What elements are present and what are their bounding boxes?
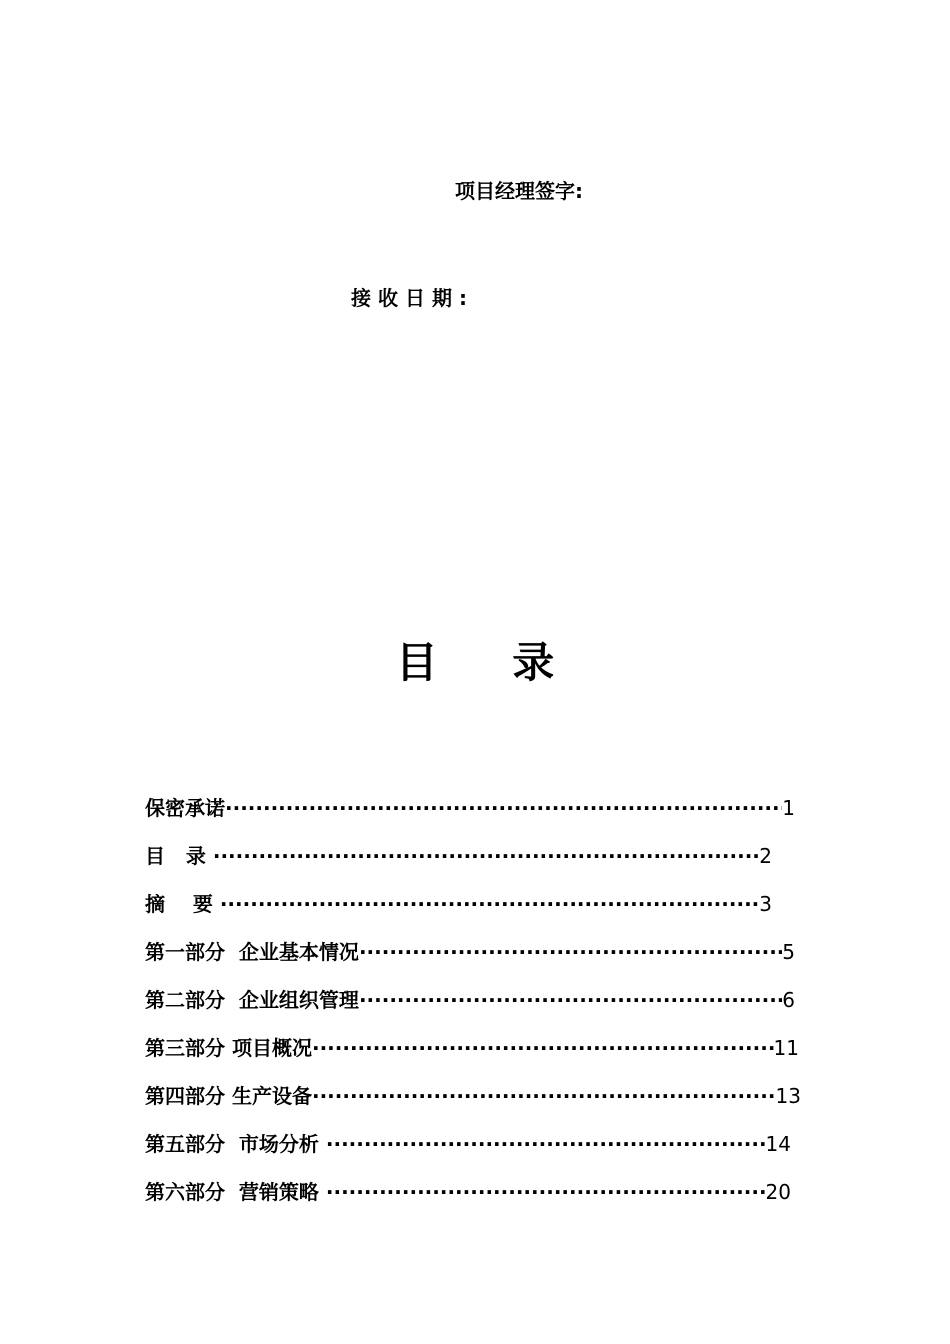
toc-page-number: 11 — [773, 1036, 799, 1060]
toc-list — [145, 786, 801, 1218]
toc-page-number: 13 — [775, 1084, 801, 1108]
toc-page-number: 20 — [765, 1180, 791, 1204]
toc-page-number: 5 — [782, 940, 795, 964]
toc-dot-leader — [220, 882, 759, 926]
toc-page-number: 1 — [782, 796, 795, 820]
project-manager-signature-label: 项目经理签字: — [455, 179, 583, 203]
toc-dot-leader — [213, 834, 759, 878]
toc-item-label: 摘 要 — [145, 892, 220, 916]
toc-page-number: 2 — [759, 844, 772, 868]
toc-item[interactable] — [145, 882, 772, 930]
toc-item[interactable] — [145, 834, 772, 882]
toc-item[interactable] — [145, 786, 795, 834]
receipt-date-label: 接收日期: — [351, 286, 474, 310]
toc-item-label: 第一部分 企业基本情况 — [145, 940, 359, 964]
toc-dot-leader — [225, 786, 782, 830]
toc-item-label: 保密承诺 — [145, 796, 225, 820]
toc-item[interactable] — [145, 1170, 791, 1218]
toc-item-label: 第五部分 市场分析 — [145, 1132, 326, 1156]
toc-dot-leader — [326, 1122, 766, 1166]
toc-dot-leader — [326, 1170, 766, 1214]
toc-item-label: 第二部分 企业组织管理 — [145, 988, 359, 1012]
toc-dot-leader — [312, 1074, 776, 1118]
toc-page-number: 3 — [759, 892, 772, 916]
toc-item-label: 第六部分 营销策略 — [145, 1180, 326, 1204]
toc-dot-leader — [312, 1026, 774, 1070]
toc-item[interactable] — [145, 930, 795, 978]
toc-item[interactable] — [145, 1074, 801, 1122]
toc-item[interactable] — [145, 978, 795, 1026]
toc-page-number: 14 — [765, 1132, 791, 1156]
toc-dot-leader — [359, 930, 782, 974]
toc-item[interactable] — [145, 1122, 791, 1170]
toc-item[interactable] — [145, 1026, 799, 1074]
toc-item-label: 目 录 — [145, 844, 213, 868]
toc-dot-leader — [359, 978, 782, 1022]
toc-item-label: 第三部分 项目概况 — [145, 1036, 312, 1060]
toc-item-label: 第四部分 生产设备 — [145, 1084, 312, 1108]
toc-page-number: 6 — [782, 988, 795, 1012]
toc-title: 目 录 — [395, 638, 585, 687]
